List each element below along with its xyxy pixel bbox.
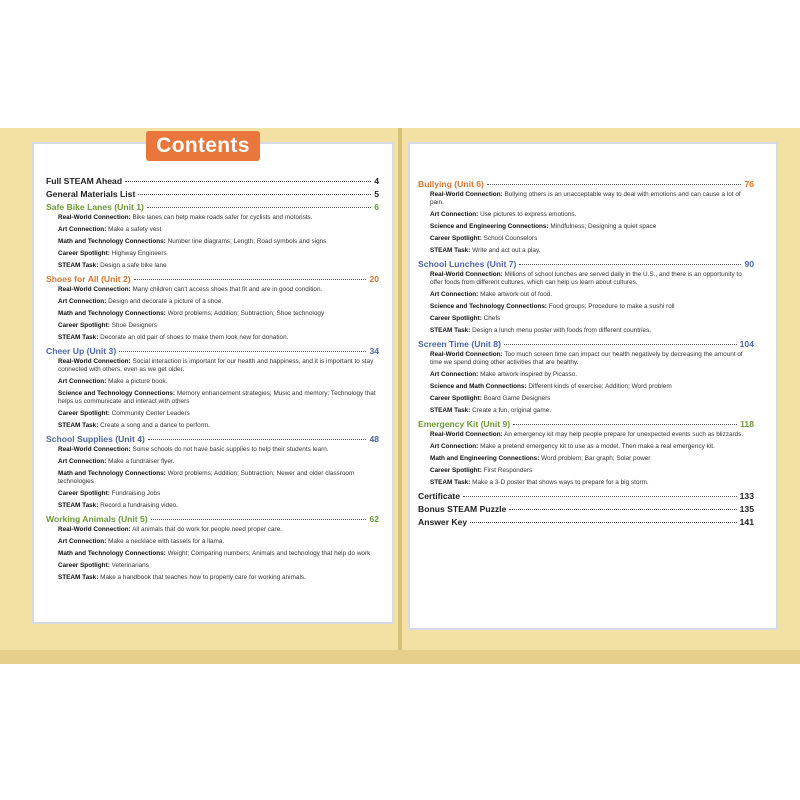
detail-text: An emergency kit may help people prepare for unexpected events such as blizzards. (504, 431, 744, 438)
unit-detail (418, 395, 754, 403)
page-number: 118 (740, 419, 754, 429)
page-number: 104 (739, 339, 754, 349)
unit-detail (46, 214, 379, 222)
unit-detail (46, 250, 379, 258)
detail-text: Highway Engineers (111, 250, 167, 257)
contents-title: Contents (146, 131, 260, 161)
detail-label: Real-World Connection: (58, 526, 131, 533)
detail-label: Math and Technology Connections: (58, 550, 166, 557)
detail-label: Math and Technology Connections: (58, 470, 166, 477)
detail-text: Make a fundraiser flyer. (108, 458, 175, 465)
detail-label: Real-World Connection: (430, 191, 503, 198)
detail-label: Science and Engineering Connections: (430, 223, 549, 230)
page-number: 6 (374, 202, 379, 212)
detail-text: Mindfulness; Designing a quiet space (550, 223, 657, 230)
dot-leader (470, 522, 736, 523)
unit-detail (418, 407, 754, 415)
detail-text: Make artwork inspired by Picasso. (480, 371, 578, 378)
detail-label: STEAM Task: (430, 247, 471, 254)
unit-detail (46, 526, 379, 534)
page-number: 34 (369, 346, 379, 356)
detail-label: Real-World Connection: (58, 214, 131, 221)
unit-heading[interactable] (46, 434, 379, 444)
detail-text: Veterinarians (111, 562, 149, 569)
detail-label: Art Connection: (430, 443, 479, 450)
detail-label: STEAM Task: (430, 327, 471, 334)
unit-heading[interactable] (418, 179, 754, 189)
unit-detail (46, 378, 379, 386)
unit-heading[interactable] (46, 346, 379, 356)
toc-entry[interactable] (418, 504, 754, 514)
unit-heading[interactable] (46, 514, 379, 524)
unit-heading[interactable] (418, 419, 754, 429)
unit-detail (46, 562, 379, 570)
entry-title: Bullying (Unit 6) (418, 179, 484, 189)
detail-text: Make artwork out of food. (480, 291, 553, 298)
toc-entry[interactable] (46, 189, 379, 199)
entry-title: General Materials List (46, 189, 136, 199)
detail-text: Millions of school lunches are served daily in the U.S., and there is an opportunity to offer foods from different cultures, which can help us learn about cultures. (430, 271, 742, 286)
entry-title: Full STEAM Ahead (46, 176, 123, 186)
detail-text: Word problems; Addition; Subtraction; Newer and older classroom technologies (58, 470, 355, 485)
entry-title: Emergency Kit (Unit 9) (418, 419, 511, 429)
detail-text: Food groups; Procedure to make a sushi roll (548, 303, 675, 310)
unit-detail (418, 247, 754, 255)
unit-detail (46, 550, 379, 558)
unit-detail (418, 467, 754, 475)
unit-detail (418, 351, 754, 367)
detail-text: Bike lanes can help make roads safer for cyclists and motorists. (132, 214, 313, 221)
detail-label: Career Spotlight: (58, 250, 110, 257)
detail-text: Too much screen time can impact our health negatively by decreasing the amount of time we spend doing other activities that are healthy. (430, 351, 743, 366)
unit-heading[interactable] (418, 339, 754, 349)
entry-title: Certificate (418, 491, 461, 501)
unit-heading[interactable] (418, 259, 754, 269)
detail-label: Math and Technology Connections: (58, 238, 166, 245)
dot-leader (151, 519, 367, 520)
unit-detail (418, 211, 754, 219)
detail-text: Memory enhancement strategies; Music and memory; Technology that helps us communicate and interact with others (58, 390, 376, 405)
dot-leader (504, 344, 737, 345)
unit-heading[interactable] (46, 274, 379, 284)
detail-text: School Counselors (483, 235, 538, 242)
toc-entry[interactable] (418, 517, 754, 527)
detail-label: STEAM Task: (58, 422, 99, 429)
toc-entry[interactable] (46, 176, 379, 186)
unit-detail (418, 443, 754, 451)
detail-text: Some schools do not have basic supplies to help their students learn. (132, 446, 329, 453)
page-number: 48 (369, 434, 379, 444)
unit-detail (46, 446, 379, 454)
detail-label: Real-World Connection: (58, 446, 131, 453)
detail-label: STEAM Task: (58, 334, 99, 341)
detail-text: Design a lunch menu poster with foods from different countries. (472, 327, 652, 334)
unit-detail (46, 574, 379, 582)
detail-label: Art Connection: (58, 298, 107, 305)
entry-title: School Lunches (Unit 7) (418, 259, 517, 269)
detail-text: First Responders (483, 467, 533, 474)
toc-left-column (46, 176, 379, 586)
detail-label: Career Spotlight: (58, 322, 110, 329)
unit-detail (46, 262, 379, 270)
detail-text: Word problem; Bar graph; Solar power (541, 455, 651, 462)
entry-title: School Supplies (Unit 4) (46, 434, 145, 444)
detail-text: Board Game Designers (483, 395, 551, 402)
page-number: 141 (739, 517, 754, 527)
detail-text: Chefs (483, 315, 501, 322)
book-edge (0, 650, 800, 664)
detail-text: Make a 3-D poster that shows ways to prepare for a big storm. (472, 479, 649, 486)
entry-title: Answer Key (418, 517, 468, 527)
unit-detail (46, 538, 379, 546)
unit-detail (46, 322, 379, 330)
page-number: 76 (744, 179, 754, 189)
dot-leader (134, 279, 367, 280)
detail-label: Career Spotlight: (58, 562, 110, 569)
detail-label: Career Spotlight: (430, 235, 482, 242)
unit-detail (418, 291, 754, 299)
unit-detail (418, 303, 754, 311)
entry-title: Cheer Up (Unit 3) (46, 346, 117, 356)
entry-title: Safe Bike Lanes (Unit 1) (46, 202, 144, 212)
detail-label: Career Spotlight: (430, 395, 482, 402)
unit-detail (418, 383, 754, 391)
dot-leader (487, 184, 742, 185)
entry-title: Working Animals (Unit 5) (46, 514, 148, 524)
dot-leader (513, 424, 737, 425)
unit-detail (46, 298, 379, 306)
detail-text: Many children can't access shoes that fit and are in good condition. (132, 286, 323, 293)
unit-detail (418, 315, 754, 323)
unit-detail (418, 455, 754, 463)
detail-text: Write and act out a play. (472, 247, 541, 254)
detail-label: STEAM Task: (58, 262, 99, 269)
detail-label: STEAM Task: (430, 479, 471, 486)
unit-detail (418, 223, 754, 231)
toc-right-column (418, 176, 754, 530)
book-gutter (398, 128, 402, 664)
detail-label: Real-World Connection: (430, 351, 503, 358)
detail-label: Art Connection: (430, 291, 479, 298)
detail-text: Social interaction is important for our health and happiness, and it is important to stay connected with others, even as we get older. (58, 358, 374, 373)
detail-text: Make a safety vest (108, 226, 162, 233)
dot-leader (138, 194, 371, 195)
dot-leader (148, 439, 367, 440)
unit-detail (418, 271, 754, 287)
detail-label: Art Connection: (58, 538, 107, 545)
dot-leader (463, 496, 737, 497)
detail-text: Community Center Leaders (111, 410, 190, 417)
detail-text: Use pictures to express emotions. (480, 211, 577, 218)
dot-leader (119, 351, 366, 352)
detail-text: Number line diagrams; Length; Road symbols and signs (167, 238, 327, 245)
unit-detail (46, 410, 379, 418)
unit-detail (46, 334, 379, 342)
detail-label: STEAM Task: (58, 574, 99, 581)
detail-text: Different kinds of exercise; Addition; Word problem (528, 383, 672, 390)
detail-text: Word problems; Addition; Subtraction; Shoe technology (167, 310, 325, 317)
detail-text: Make a necklace with tassels for a llama. (108, 538, 225, 545)
page-number: 20 (369, 274, 379, 284)
detail-text: Design and decorate a picture of a shoe. (108, 298, 224, 305)
detail-label: Art Connection: (58, 226, 107, 233)
detail-label: Career Spotlight: (430, 467, 482, 474)
detail-label: STEAM Task: (430, 407, 471, 414)
unit-detail (46, 458, 379, 466)
unit-detail (46, 390, 379, 406)
detail-label: Math and Technology Connections: (58, 310, 166, 317)
detail-text: All animals that do work for people need proper care. (132, 526, 283, 533)
detail-label: Real-World Connection: (58, 286, 131, 293)
detail-label: Real-World Connection: (430, 271, 503, 278)
detail-text: Create a song and a dance to perform. (100, 422, 210, 429)
detail-label: Real-World Connection: (58, 358, 131, 365)
detail-label: Art Connection: (58, 378, 107, 385)
detail-label: Math and Engineering Connections: (430, 455, 540, 462)
unit-detail (418, 479, 754, 487)
unit-detail (46, 502, 379, 510)
detail-text: Decorate an old pair of shoes to make them look new for donation. (100, 334, 289, 341)
detail-label: Art Connection: (430, 371, 479, 378)
page-number: 4 (374, 176, 379, 186)
detail-label: Real-World Connection: (430, 431, 503, 438)
unit-detail (46, 238, 379, 246)
detail-label: Art Connection: (58, 458, 107, 465)
detail-text: Create a fun, original game. (472, 407, 552, 414)
page-number: 62 (369, 514, 379, 524)
page-number: 5 (374, 189, 379, 199)
unit-detail (418, 191, 754, 207)
dot-leader (519, 264, 741, 265)
detail-text: Record a fundraising video. (100, 502, 178, 509)
entry-title: Shoes for All (Unit 2) (46, 274, 131, 284)
detail-text: Make a pretend emergency kit to use as a model. Then make a real emergency kit. (480, 443, 715, 450)
dot-leader (125, 181, 371, 182)
detail-text: Shoe Designers (111, 322, 158, 329)
detail-label: Science and Technology Connections: (430, 303, 548, 310)
unit-detail (46, 470, 379, 486)
page-number: 133 (739, 491, 754, 501)
detail-label: Art Connection: (430, 211, 479, 218)
unit-detail (46, 422, 379, 430)
dot-leader (509, 509, 736, 510)
detail-text: Fundraising Jobs (111, 490, 161, 497)
entry-title: Bonus STEAM Puzzle (418, 504, 507, 514)
page-number: 90 (744, 259, 754, 269)
unit-detail (418, 431, 754, 439)
detail-label: Science and Math Connections: (430, 383, 527, 390)
detail-text: Design a safe bike lane (100, 262, 167, 269)
unit-detail (46, 310, 379, 318)
unit-detail (46, 226, 379, 234)
detail-text: Make a picture book. (108, 378, 168, 385)
dot-leader (147, 207, 371, 208)
detail-label: Career Spotlight: (430, 315, 482, 322)
entry-title: Screen Time (Unit 8) (418, 339, 501, 349)
unit-heading[interactable] (46, 202, 379, 212)
unit-detail (418, 235, 754, 243)
detail-text: Make a handbook that teaches how to properly care for working animals. (100, 574, 306, 581)
detail-label: STEAM Task: (58, 502, 99, 509)
page-number: 135 (739, 504, 754, 514)
unit-detail (46, 286, 379, 294)
detail-label: Science and Technology Connections: (58, 390, 176, 397)
detail-label: Career Spotlight: (58, 410, 110, 417)
detail-text: Bullying others is an unacceptable way to deal with emotions and can cause a lot of pain. (430, 191, 741, 206)
unit-detail (46, 358, 379, 374)
unit-detail (418, 327, 754, 335)
detail-text: Weight; Comparing numbers; Animals and technology that help do work (167, 550, 371, 557)
unit-detail (418, 371, 754, 379)
detail-label: Career Spotlight: (58, 490, 110, 497)
unit-detail (46, 490, 379, 498)
toc-entry[interactable] (418, 491, 754, 501)
